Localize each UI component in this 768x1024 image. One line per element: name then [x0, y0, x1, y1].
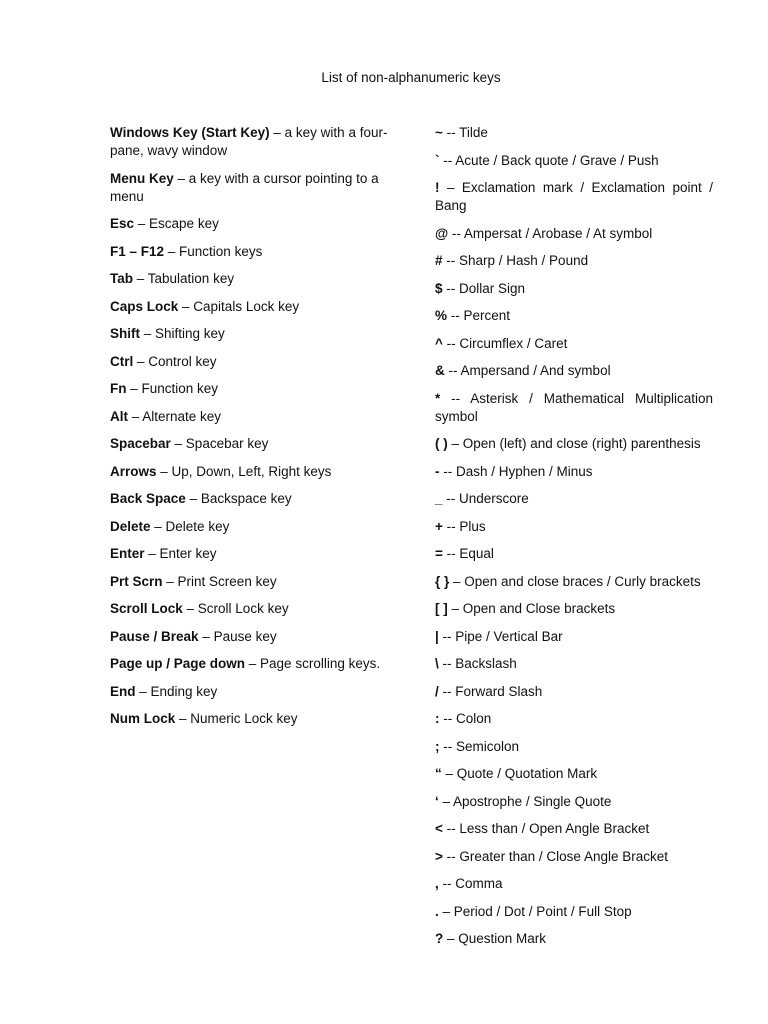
list-item: [435, 793, 713, 811]
key-description: – Page scrolling keys.: [245, 656, 381, 671]
key-description: -- Backslash: [438, 656, 517, 671]
list-item: [110, 408, 395, 426]
key-description: -- Pipe / Vertical Bar: [438, 628, 563, 644]
list-item: [435, 903, 713, 921]
key-description: – Alternate key: [128, 408, 222, 424]
key-description: – Capitals Lock key: [178, 298, 300, 314]
key-name: Windows Key (Start Key): [110, 125, 270, 140]
key-description: – Period / Dot / Point / Full Stop: [438, 903, 632, 919]
list-item: [435, 225, 713, 243]
key-description: – Open and Close brackets: [447, 601, 616, 616]
list-item: [435, 362, 713, 380]
key-name: { }: [435, 573, 450, 589]
list-item: [435, 573, 713, 591]
list-item: [435, 307, 713, 325]
key-name: ;: [435, 738, 440, 754]
key-name: [ ]: [435, 601, 448, 616]
key-description: – Function keys: [164, 243, 263, 259]
list-item: [110, 380, 395, 398]
key-description: -- Ampersat / Arobase / At symbol: [448, 225, 653, 241]
key-description: -- Comma: [438, 876, 503, 891]
key-name: .: [435, 903, 439, 919]
key-name: Spacebar: [110, 436, 171, 451]
key-name: Ctrl: [110, 353, 134, 369]
list-item: [110, 490, 395, 508]
key-description: -- Dash / Hyphen / Minus: [439, 463, 593, 479]
key-description: -- Less than / Open Angle Bracket: [442, 821, 650, 836]
list-item: [110, 170, 395, 206]
list-item: [435, 848, 713, 866]
key-name: Caps Lock: [110, 298, 179, 314]
list-item: [435, 124, 713, 142]
key-description: – Control key: [133, 353, 217, 369]
key-name: Delete: [110, 518, 151, 534]
key-description: – Pause key: [198, 628, 277, 644]
key-description: – Escape key: [134, 216, 219, 231]
list-item: [435, 600, 713, 618]
key-description: – Shifting key: [140, 326, 225, 341]
key-description: -- Greater than / Close Angle Bracket: [442, 848, 668, 864]
key-name: :: [435, 711, 440, 726]
key-description: – Question Mark: [443, 931, 547, 946]
key-name: Alt: [110, 408, 128, 424]
key-name: |: [435, 628, 439, 644]
key-name: Num Lock: [110, 711, 176, 726]
key-name: Arrows: [110, 463, 157, 479]
key-name: Scroll Lock: [110, 601, 183, 616]
key-description: – Scroll Lock key: [182, 601, 289, 616]
key-name: $: [435, 280, 443, 296]
key-description: – Apostrophe / Single Quote: [438, 793, 612, 809]
list-item: [435, 518, 713, 536]
list-item: [435, 875, 713, 893]
key-name: &: [435, 363, 445, 378]
list-item: [435, 683, 713, 701]
key-name: ~: [435, 125, 443, 140]
list-item: [435, 930, 713, 948]
key-description: -- Asterisk / Mathematical Multiplication symbol: [435, 390, 713, 424]
key-name: ,: [435, 876, 439, 891]
list-item: [110, 600, 395, 618]
list-item: [110, 545, 395, 563]
key-description: – Spacebar key: [170, 436, 269, 451]
key-name: <: [435, 821, 443, 836]
key-description: – Function key: [126, 381, 219, 396]
list-item: [435, 280, 713, 298]
list-item: [110, 325, 395, 343]
key-name: \: [435, 656, 439, 671]
list-item: [110, 710, 395, 728]
list-item: [110, 353, 395, 371]
key-description: – Print Screen key: [162, 573, 277, 589]
key-description: – Quote / Quotation Mark: [441, 766, 598, 781]
key-name: Prt Scrn: [110, 573, 163, 589]
key-name: >: [435, 848, 443, 864]
key-description: -- Sharp / Hash / Pound: [442, 253, 589, 268]
list-item: [110, 270, 395, 288]
key-name: ( ): [435, 436, 448, 451]
list-item: [110, 573, 395, 591]
list-item: [435, 655, 713, 673]
key-name: %: [435, 308, 448, 323]
key-description: – Backspace key: [185, 491, 292, 506]
list-item: [110, 435, 395, 453]
key-description: – a key with a cursor pointing to a menu: [110, 170, 379, 204]
list-item: [435, 335, 713, 353]
list-item: [435, 179, 713, 215]
list-item: [435, 252, 713, 270]
list-item: [435, 435, 713, 453]
key-name: Page up / Page down: [110, 656, 246, 671]
key-name: _: [435, 491, 443, 506]
key-description: – Exclamation mark / Exclamation point / Bang: [435, 180, 713, 213]
key-name: ?: [435, 931, 444, 946]
list-item: [110, 124, 395, 160]
key-name: -: [435, 463, 440, 479]
key-name: Menu Key: [110, 170, 174, 186]
key-name: `: [435, 152, 440, 168]
list-item: [110, 243, 395, 261]
list-item: [110, 628, 395, 646]
right-column: [435, 124, 713, 958]
key-description: – Numeric Lock key: [175, 711, 298, 726]
key-description: – Tabulation key: [133, 271, 235, 286]
list-item: [110, 215, 395, 233]
key-name: *: [435, 390, 441, 406]
key-name: “: [435, 766, 442, 781]
key-description: -- Forward Slash: [438, 683, 543, 699]
list-item: [435, 463, 713, 481]
key-name: !: [435, 180, 440, 195]
list-item: [435, 710, 713, 728]
key-name: Shift: [110, 326, 140, 341]
key-name: /: [435, 683, 439, 699]
list-item: [110, 298, 395, 316]
key-description: -- Equal: [442, 546, 494, 561]
key-name: End: [110, 683, 136, 699]
list-item: [435, 152, 713, 170]
list-item: [110, 518, 395, 536]
key-description: – Open (left) and close (right) parenthesis: [447, 436, 701, 451]
key-name: ‘: [435, 793, 439, 809]
key-name: Tab: [110, 271, 133, 286]
key-name: #: [435, 253, 443, 268]
key-description: -- Percent: [447, 308, 511, 323]
key-description: – Enter key: [144, 546, 217, 561]
document-title: List of non-alphanumeric keys: [321, 70, 501, 85]
key-description: -- Tilde: [442, 125, 488, 140]
left-column: [110, 124, 395, 738]
key-description: -- Ampersand / And symbol: [444, 363, 611, 378]
key-name: Pause / Break: [110, 628, 199, 644]
key-name: ^: [435, 335, 443, 351]
key-description: – a key with a four-pane, wavy window: [110, 125, 388, 158]
key-description: -- Dollar Sign: [442, 280, 526, 296]
list-item: [110, 683, 395, 701]
key-description: – Delete key: [150, 518, 230, 534]
list-item: [435, 490, 713, 508]
list-item: [435, 628, 713, 646]
key-name: Enter: [110, 546, 145, 561]
key-description: -- Acute / Back quote / Grave / Push: [439, 152, 659, 168]
list-item: [110, 463, 395, 481]
list-item: [435, 390, 713, 426]
key-name: +: [435, 518, 443, 534]
list-item: [435, 545, 713, 563]
key-description: -- Underscore: [442, 491, 529, 506]
key-description: -- Semicolon: [439, 738, 520, 754]
key-name: Fn: [110, 381, 127, 396]
list-item: [110, 655, 395, 673]
key-name: =: [435, 546, 443, 561]
list-item: [435, 738, 713, 756]
key-name: Back Space: [110, 491, 186, 506]
key-description: – Ending key: [135, 683, 218, 699]
key-description: – Up, Down, Left, Right keys: [156, 463, 332, 479]
key-name: F1 – F12: [110, 243, 165, 259]
key-description: -- Plus: [442, 518, 486, 534]
list-item: [435, 820, 713, 838]
key-description: -- Colon: [439, 711, 492, 726]
key-description: -- Circumflex / Caret: [442, 335, 568, 351]
list-item: [435, 765, 713, 783]
key-description: – Open and close braces / Curly brackets: [449, 573, 701, 589]
key-name: @: [435, 225, 449, 241]
key-name: Esc: [110, 216, 135, 231]
